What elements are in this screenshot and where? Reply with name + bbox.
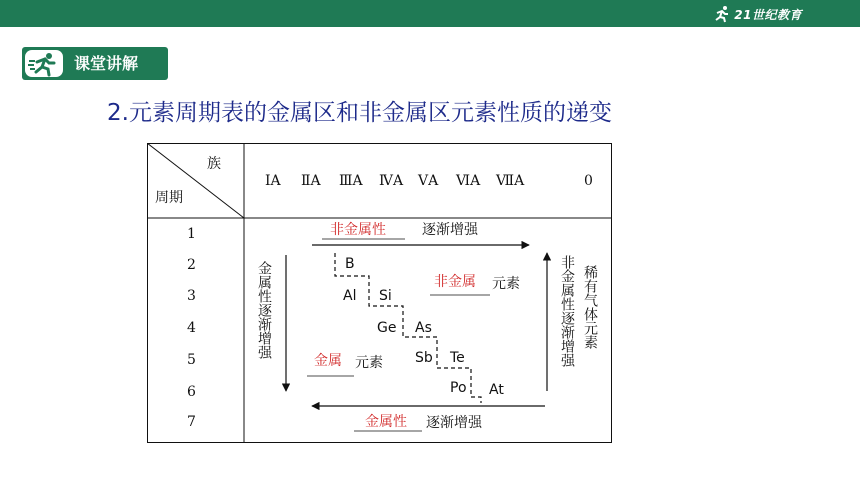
element-As: As <box>415 320 432 336</box>
group-IIA: ⅡA <box>301 173 321 189</box>
bottom-arrow-text: 逐渐增强 <box>426 415 482 431</box>
group-IVA: ⅣA <box>379 173 404 189</box>
header-period-label: 周期 <box>155 190 183 206</box>
element-At: At <box>489 382 504 398</box>
period-5: 5 <box>187 352 196 368</box>
header-group-label: 族 <box>207 156 221 172</box>
answer-nonmetal-zone: 非金属 <box>434 274 476 290</box>
element-Si: Si <box>379 288 392 304</box>
brand-logo <box>713 4 802 24</box>
logo-text: 21世纪教育 <box>734 7 802 22</box>
page-title: 2.元素周期表的金属区和非金属区元素性质的递变 <box>107 100 612 126</box>
nonmetal-zone-text: 元素 <box>492 276 520 292</box>
element-Al: Al <box>343 288 357 304</box>
answer-metallic: 金属性 <box>365 414 407 430</box>
answer-nonmetallic: 非金属性 <box>330 222 386 238</box>
right-arrow-label: 非金属性逐渐增强 <box>559 255 575 367</box>
runner-icon <box>25 50 63 77</box>
group-VA: ⅤA <box>418 173 439 189</box>
left-arrow-label: 金属性逐渐增强 <box>256 261 272 359</box>
period-2: 2 <box>187 257 196 273</box>
noble-gas-label: 稀有气体元素 <box>582 265 598 349</box>
element-B: B <box>345 256 355 272</box>
group-IIIA: ⅢA <box>339 173 363 189</box>
badge-icon-box <box>25 50 63 77</box>
group-0: 0 <box>584 173 593 189</box>
badge-label: 课堂讲解 <box>74 54 139 73</box>
period-6: 6 <box>187 384 196 400</box>
period-4: 4 <box>187 320 196 336</box>
section-badge <box>22 47 168 80</box>
top-arrow-text: 逐渐增强 <box>422 222 478 238</box>
period-7: 7 <box>187 414 196 430</box>
group-VIIA: ⅦA <box>496 173 525 189</box>
group-IA: ⅠA <box>265 173 281 189</box>
element-Te: Te <box>450 350 465 366</box>
element-Sb: Sb <box>415 350 433 366</box>
group-VIA: ⅥA <box>456 173 481 189</box>
element-Po: Po <box>450 380 467 396</box>
runner-icon <box>713 5 731 23</box>
metal-zone-text: 元素 <box>355 355 383 371</box>
period-1: 1 <box>187 226 196 242</box>
answer-metal-zone: 金属 <box>314 353 342 369</box>
top-bar <box>0 0 860 27</box>
element-Ge: Ge <box>377 320 397 336</box>
period-3: 3 <box>187 288 196 304</box>
periodic-table-diagram <box>147 143 612 443</box>
